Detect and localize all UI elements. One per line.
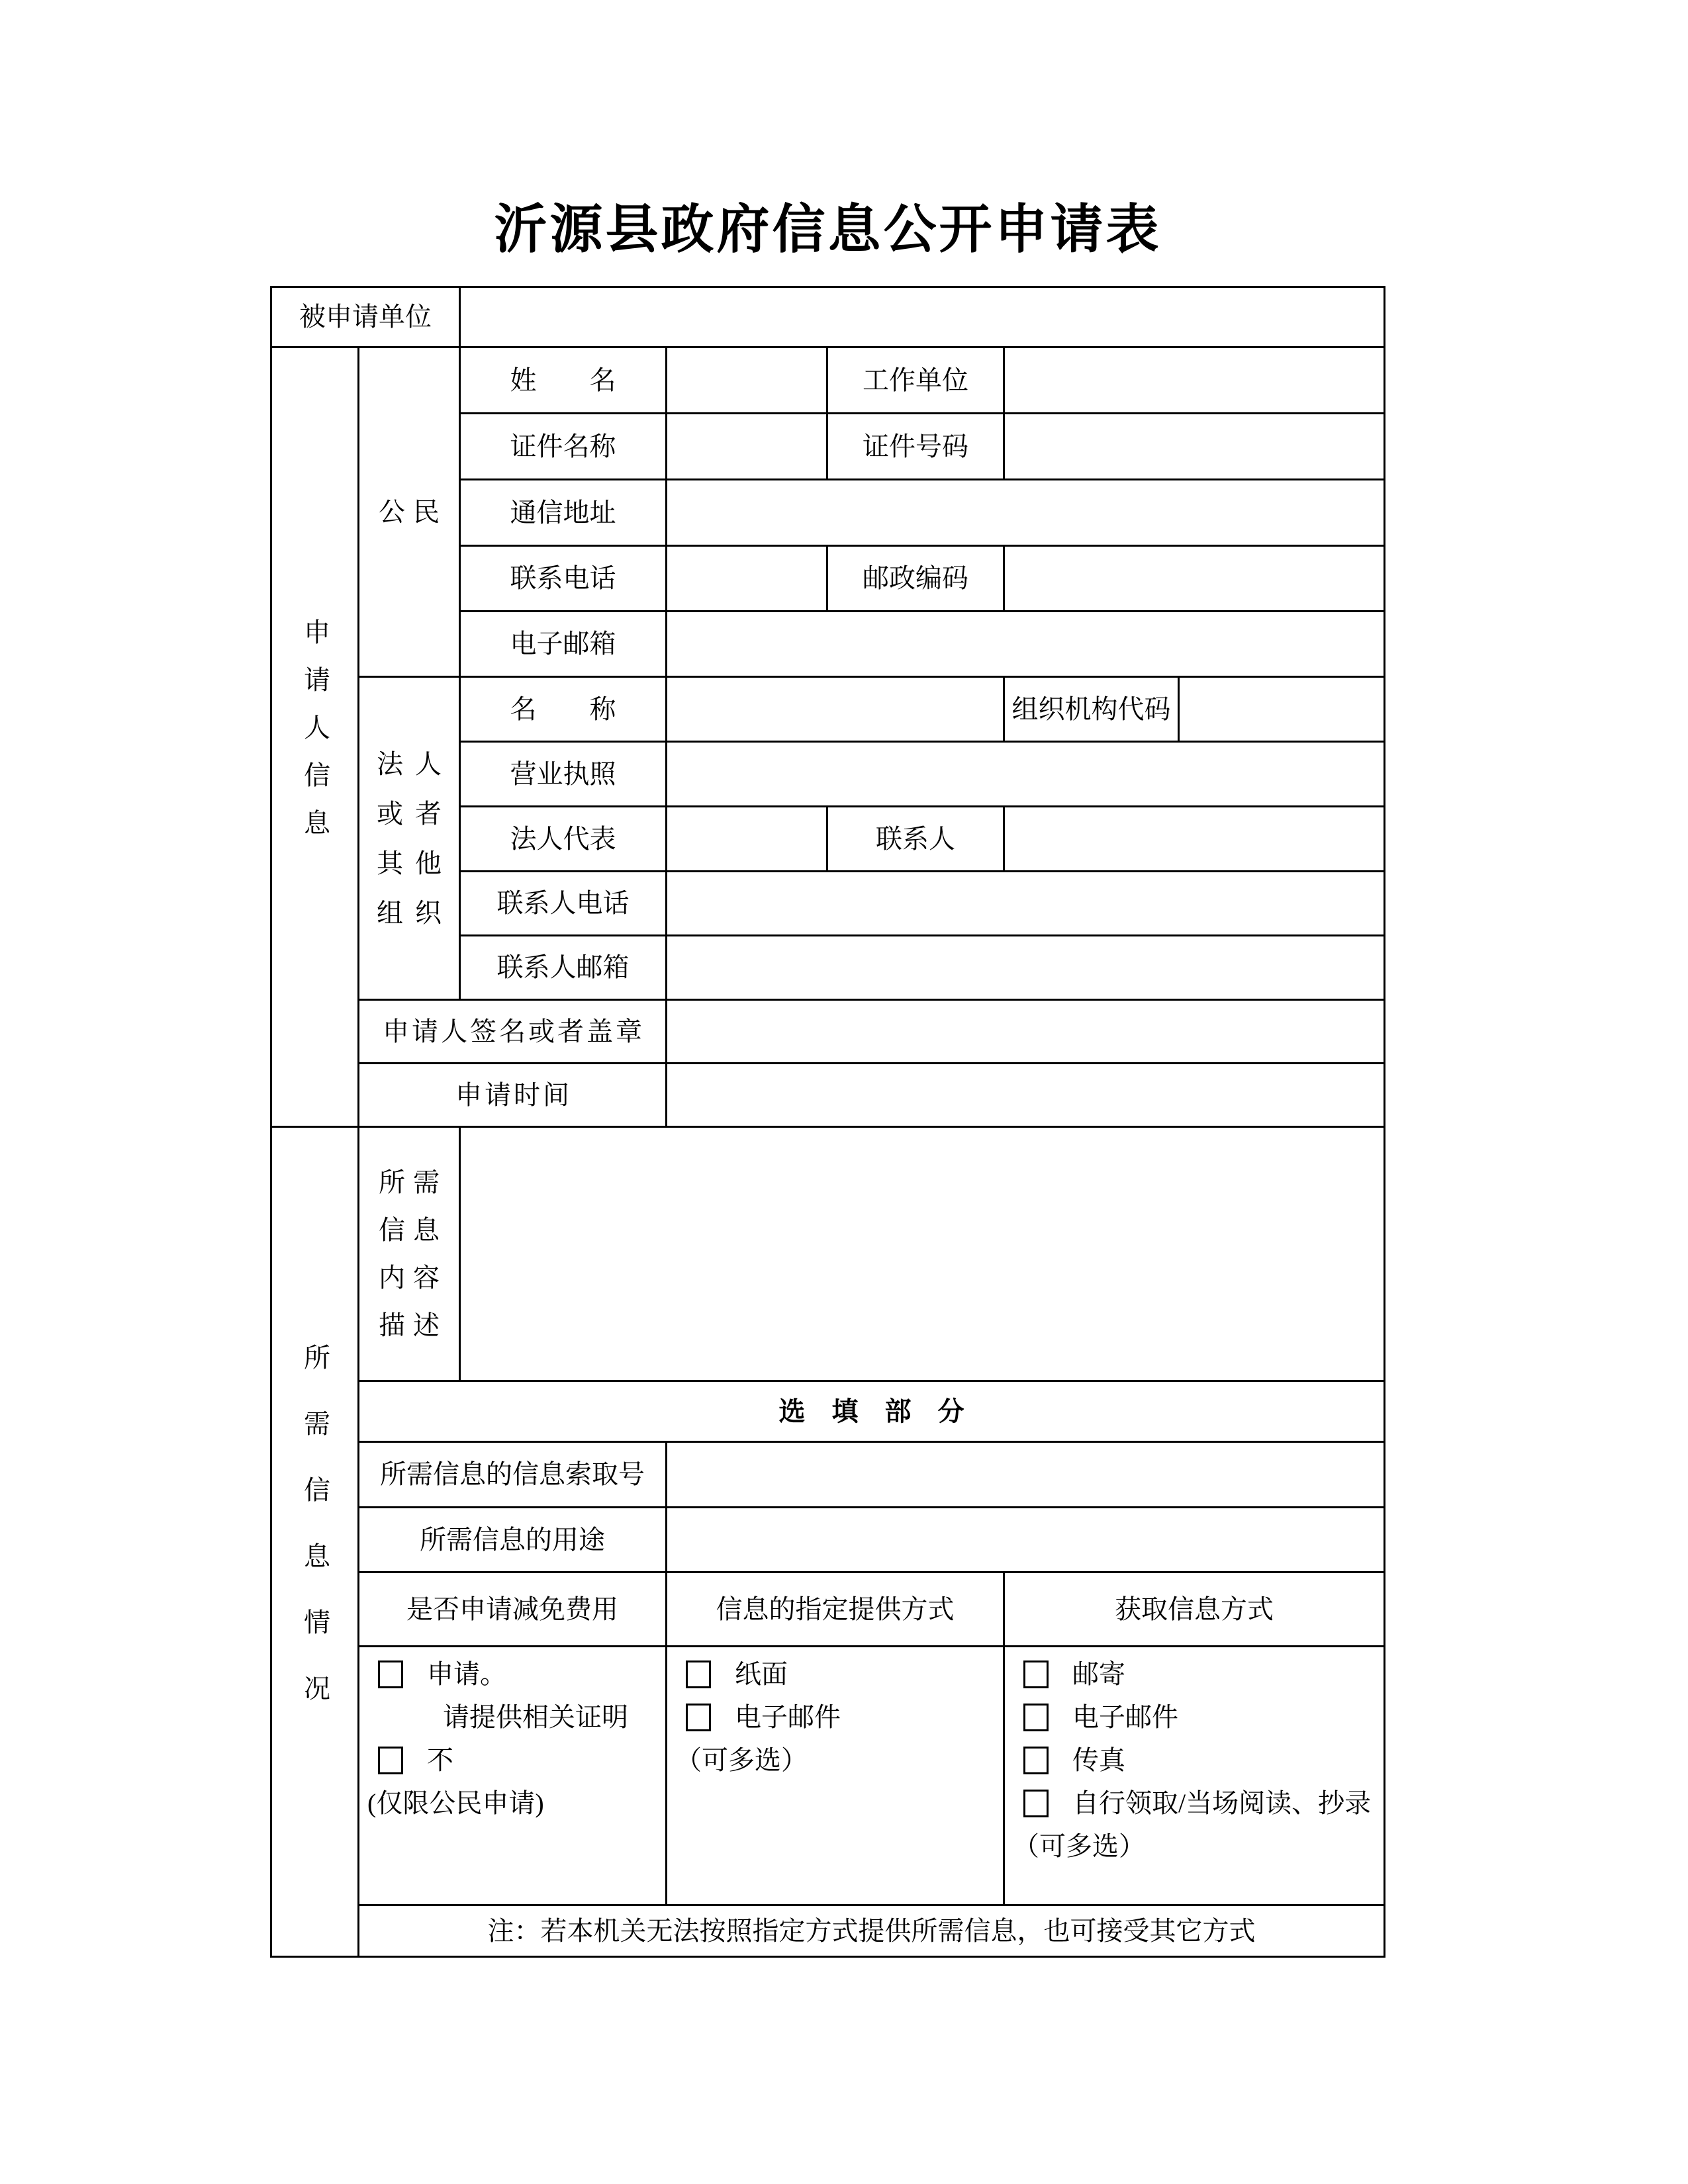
org-code-label: 组织机构代码 [1005,678,1180,743]
option-label: 电子邮件 [1072,1702,1178,1732]
id-name-label: 证件名称 [461,414,667,480]
option-label: 申请。 [427,1659,506,1689]
checkbox-icon[interactable] [1023,1704,1049,1731]
info-purpose-value[interactable] [667,1508,1385,1573]
form-note: 注：若本机关无法按照指定方式提供所需信息，也可接受其它方式 [359,1906,1385,1958]
license-value[interactable] [667,743,1385,807]
checkbox-icon[interactable] [686,1661,711,1688]
requested-unit-value[interactable] [461,288,1385,348]
obtain-option-email[interactable] [1013,1696,1178,1739]
apply-time-value[interactable] [667,1064,1385,1128]
option-label: (仅限公民申请) [367,1788,544,1818]
delivery-method-options [667,1647,1005,1906]
address-label: 通信地址 [461,480,667,547]
phone-label: 联系电话 [461,547,667,612]
fee-option-apply-note [443,1696,628,1739]
phone-value[interactable] [667,547,828,612]
contact-value[interactable] [1005,807,1385,872]
postcode-value[interactable] [1005,547,1385,612]
checkbox-icon[interactable] [378,1747,403,1774]
obtain-method-options [1005,1647,1385,1906]
email-label: 电子邮箱 [461,612,667,678]
fee-option-no[interactable] [367,1739,453,1782]
option-label: 电子邮件 [735,1702,841,1732]
org-name-value[interactable] [667,678,1005,743]
name-label: 姓 名 [461,348,667,414]
applicant-group-label: 申请人信息 [272,348,359,1128]
info-index-label: 所需信息的信息索取号 [359,1443,667,1508]
info-group-label: 所需信息情况 [272,1128,359,1958]
application-form-table [270,286,1385,1958]
option-label: 传真 [1072,1745,1125,1775]
work-unit-label: 工作单位 [828,348,1005,414]
work-unit-value[interactable] [1005,348,1385,414]
optional-part-header: 选 填 部 分 [359,1382,1385,1443]
checkbox-icon[interactable] [378,1661,403,1688]
contact-phone-label: 联系人电话 [461,872,667,936]
address-value[interactable] [667,480,1385,547]
legal-rep-value[interactable] [667,807,828,872]
delivery-method-header: 信息的指定提供方式 [667,1573,1005,1647]
checkbox-icon[interactable] [1023,1790,1049,1817]
id-name-value[interactable] [667,414,828,480]
checkbox-icon[interactable] [1023,1747,1049,1774]
obtain-multi-select-note [1013,1825,1145,1868]
option-label: 自行领取/当场阅读、抄录 [1072,1788,1372,1818]
fee-option-apply[interactable] [367,1653,506,1696]
checkbox-icon[interactable] [686,1704,711,1731]
option-label: 邮寄 [1072,1659,1125,1689]
info-purpose-label: 所需信息的用途 [359,1508,667,1573]
obtain-option-mail[interactable] [1013,1653,1125,1696]
obtain-method-header: 获取信息方式 [1005,1573,1385,1647]
id-number-label: 证件号码 [828,414,1005,480]
org-code-value[interactable] [1180,678,1385,743]
org-name-label: 名 称 [461,678,667,743]
contact-email-value[interactable] [667,936,1385,1001]
fee-citizen-only-note [367,1782,544,1825]
delivery-option-paper[interactable] [675,1653,788,1696]
delivery-option-email[interactable] [675,1696,841,1739]
option-label: （可多选） [675,1745,808,1775]
email-value[interactable] [667,612,1385,678]
contact-email-label: 联系人邮箱 [461,936,667,1001]
legal-group-label: 法人 或者 其他 组织 [359,678,461,1001]
legal-rep-label: 法人代表 [461,807,667,872]
option-label: 请提供相关证明 [443,1702,628,1732]
option-label: 纸面 [735,1659,788,1689]
id-number-value[interactable] [1005,414,1385,480]
page-title: 沂源县政府信息公开申请表 [494,201,1162,259]
info-description-value[interactable] [461,1128,1385,1382]
contact-label: 联系人 [828,807,1005,872]
requested-unit-label: 被申请单位 [272,288,461,348]
signature-label: 申请人签名或者盖章 [359,1001,667,1064]
name-value[interactable] [667,348,828,414]
checkbox-icon[interactable] [1023,1661,1049,1688]
apply-time-label: 申请时间 [359,1064,667,1128]
fee-waiver-header: 是否申请减免费用 [359,1573,667,1647]
postcode-label: 邮政编码 [828,547,1005,612]
contact-phone-value[interactable] [667,872,1385,936]
license-label: 营业执照 [461,743,667,807]
fee-waiver-options [359,1647,667,1906]
citizen-group-label: 公民 [359,348,461,678]
info-description-label: 所需 信息 内容 描述 [359,1128,461,1382]
info-index-value[interactable] [667,1443,1385,1508]
option-label: 不 [427,1745,453,1775]
option-label: （可多选） [1013,1831,1145,1861]
signature-value[interactable] [667,1001,1385,1064]
obtain-option-self-pickup[interactable] [1013,1782,1371,1825]
delivery-multi-select-note [675,1739,808,1782]
obtain-option-fax[interactable] [1013,1739,1125,1782]
